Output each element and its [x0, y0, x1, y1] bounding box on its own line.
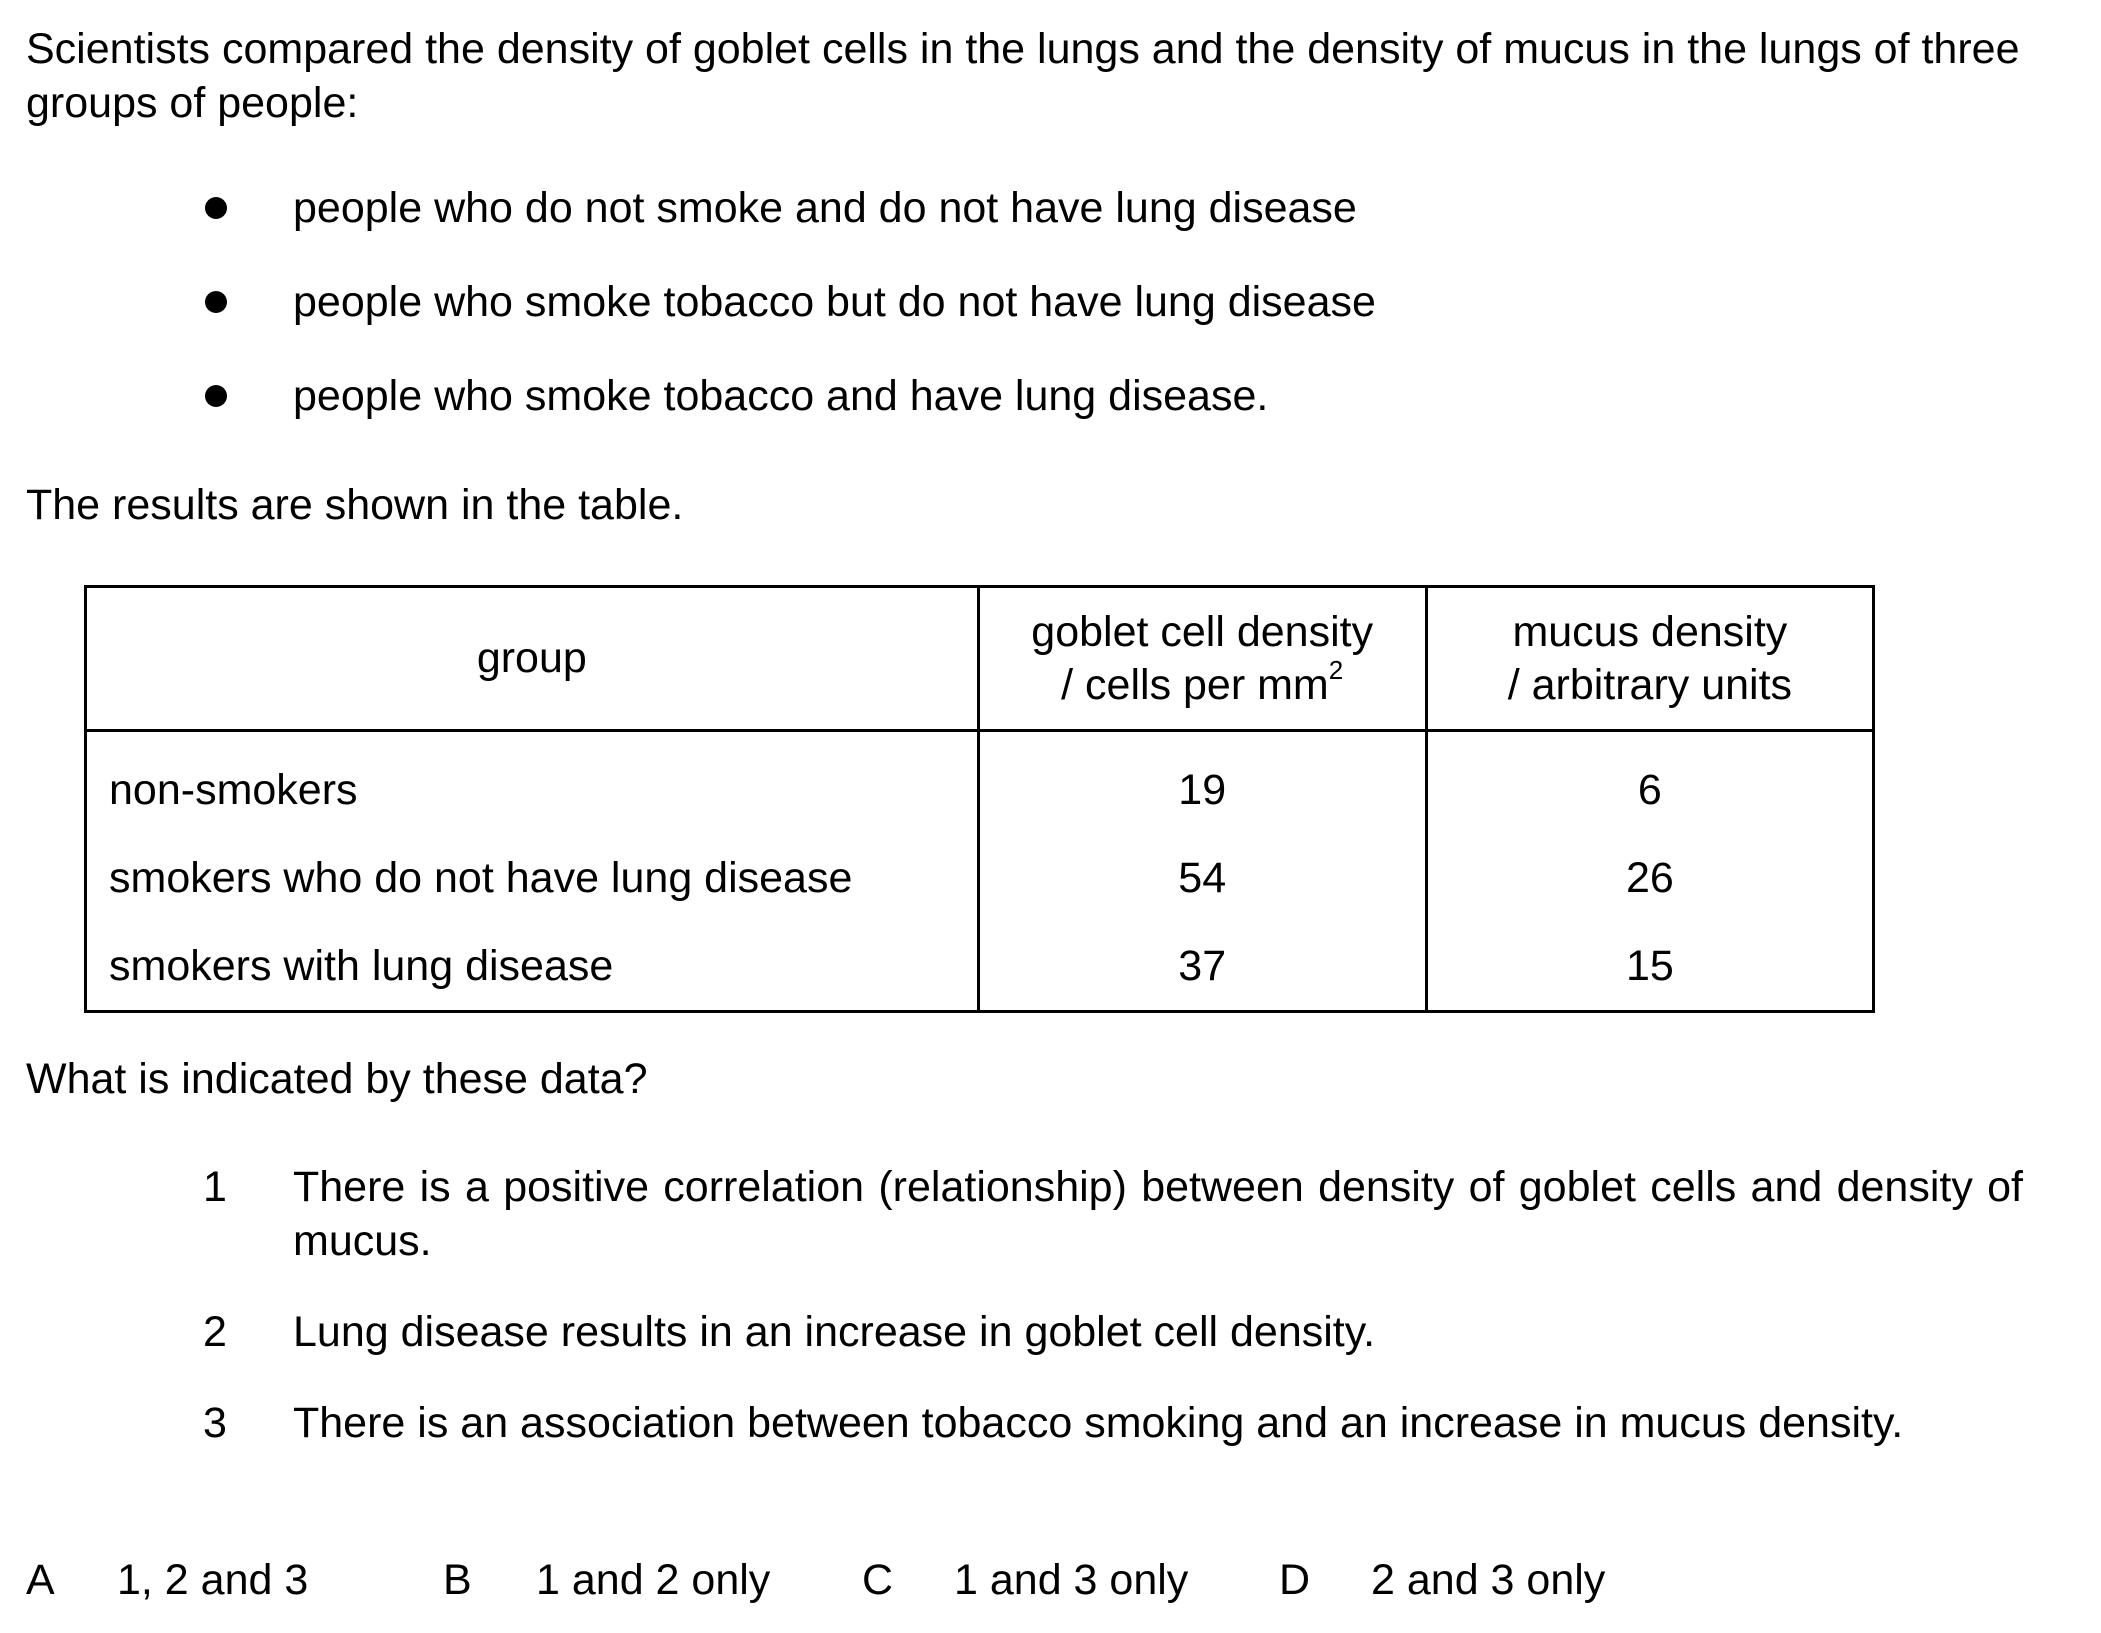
group-list [0, 181, 2101, 463]
statement-text: Lung disease results in an increase in goblet cell density. [293, 1308, 1376, 1356]
option-letter-a[interactable]: A [26, 1556, 55, 1604]
header-goblet-unit-text: / cells per mm [1061, 660, 1329, 709]
group-list-item [0, 275, 2101, 369]
option-text-c[interactable]: 1 and 3 only [954, 1556, 1189, 1604]
header-mucus-title: mucus density [1512, 607, 1788, 656]
group-list-item [0, 181, 2101, 275]
cell-mucus: 15 [1426, 922, 1873, 1012]
header-goblet-density [978, 587, 1426, 731]
cell-goblet: 19 [978, 731, 1426, 835]
statement-text: There is a positive correlation (relationship) between density of goblet cells and density of mucus. [293, 1163, 2023, 1265]
group-description: people who smoke tobacco but do not have lung disease [293, 278, 1376, 326]
table-row [86, 922, 1874, 1012]
intro-text: Scientists compared the density of goblet cells in the lungs and the density of mucus in the lungs of three groups of people: [26, 25, 2020, 127]
header-mucus-unit: / arbitrary units [1507, 660, 1793, 709]
option-letter-c[interactable]: C [862, 1556, 894, 1604]
header-mucus-density [1426, 587, 1873, 731]
header-group: group [86, 587, 979, 731]
option-letter-b[interactable]: B [443, 1556, 472, 1604]
table-row [86, 834, 1874, 922]
cell-group: non-smokers [86, 731, 979, 835]
statement-number: 3 [203, 1399, 227, 1447]
table-header-row [86, 587, 1874, 731]
option-text-b[interactable]: 1 and 2 only [536, 1556, 771, 1604]
bullet-icon [205, 385, 227, 407]
statement-number: 2 [203, 1308, 227, 1356]
statement-text: There is an association between tobacco smoking and an increase in mucus density. [293, 1399, 1904, 1447]
header-goblet-title: goblet cell density [1031, 607, 1374, 656]
cell-goblet: 37 [978, 922, 1426, 1012]
results-table [84, 585, 1875, 1013]
header-goblet-unit-exponent: 2 [1328, 655, 1344, 686]
cell-mucus: 6 [1426, 731, 1873, 835]
table-row [86, 731, 1874, 835]
bullet-icon [205, 291, 227, 313]
results-intro-text: The results are shown in the table. [26, 481, 684, 529]
group-description: people who do not smoke and do not have lung disease [293, 184, 1357, 232]
cell-mucus: 26 [1426, 834, 1873, 922]
header-goblet-unit [980, 655, 1425, 712]
cell-goblet: 54 [978, 834, 1426, 922]
cell-group: smokers with lung disease [86, 922, 979, 1012]
option-text-d[interactable]: 2 and 3 only [1371, 1556, 1606, 1604]
question-text: What is indicated by these data? [26, 1055, 648, 1103]
option-letter-d[interactable]: D [1279, 1556, 1311, 1604]
answer-options [0, 1553, 2101, 1613]
statement-number: 1 [203, 1163, 227, 1211]
cell-group: smokers who do not have lung disease [86, 834, 979, 922]
group-list-item [0, 369, 2101, 463]
option-text-a[interactable]: 1, 2 and 3 [117, 1556, 309, 1604]
group-description: people who smoke tobacco and have lung disease. [293, 372, 1269, 420]
bullet-icon [205, 197, 227, 219]
